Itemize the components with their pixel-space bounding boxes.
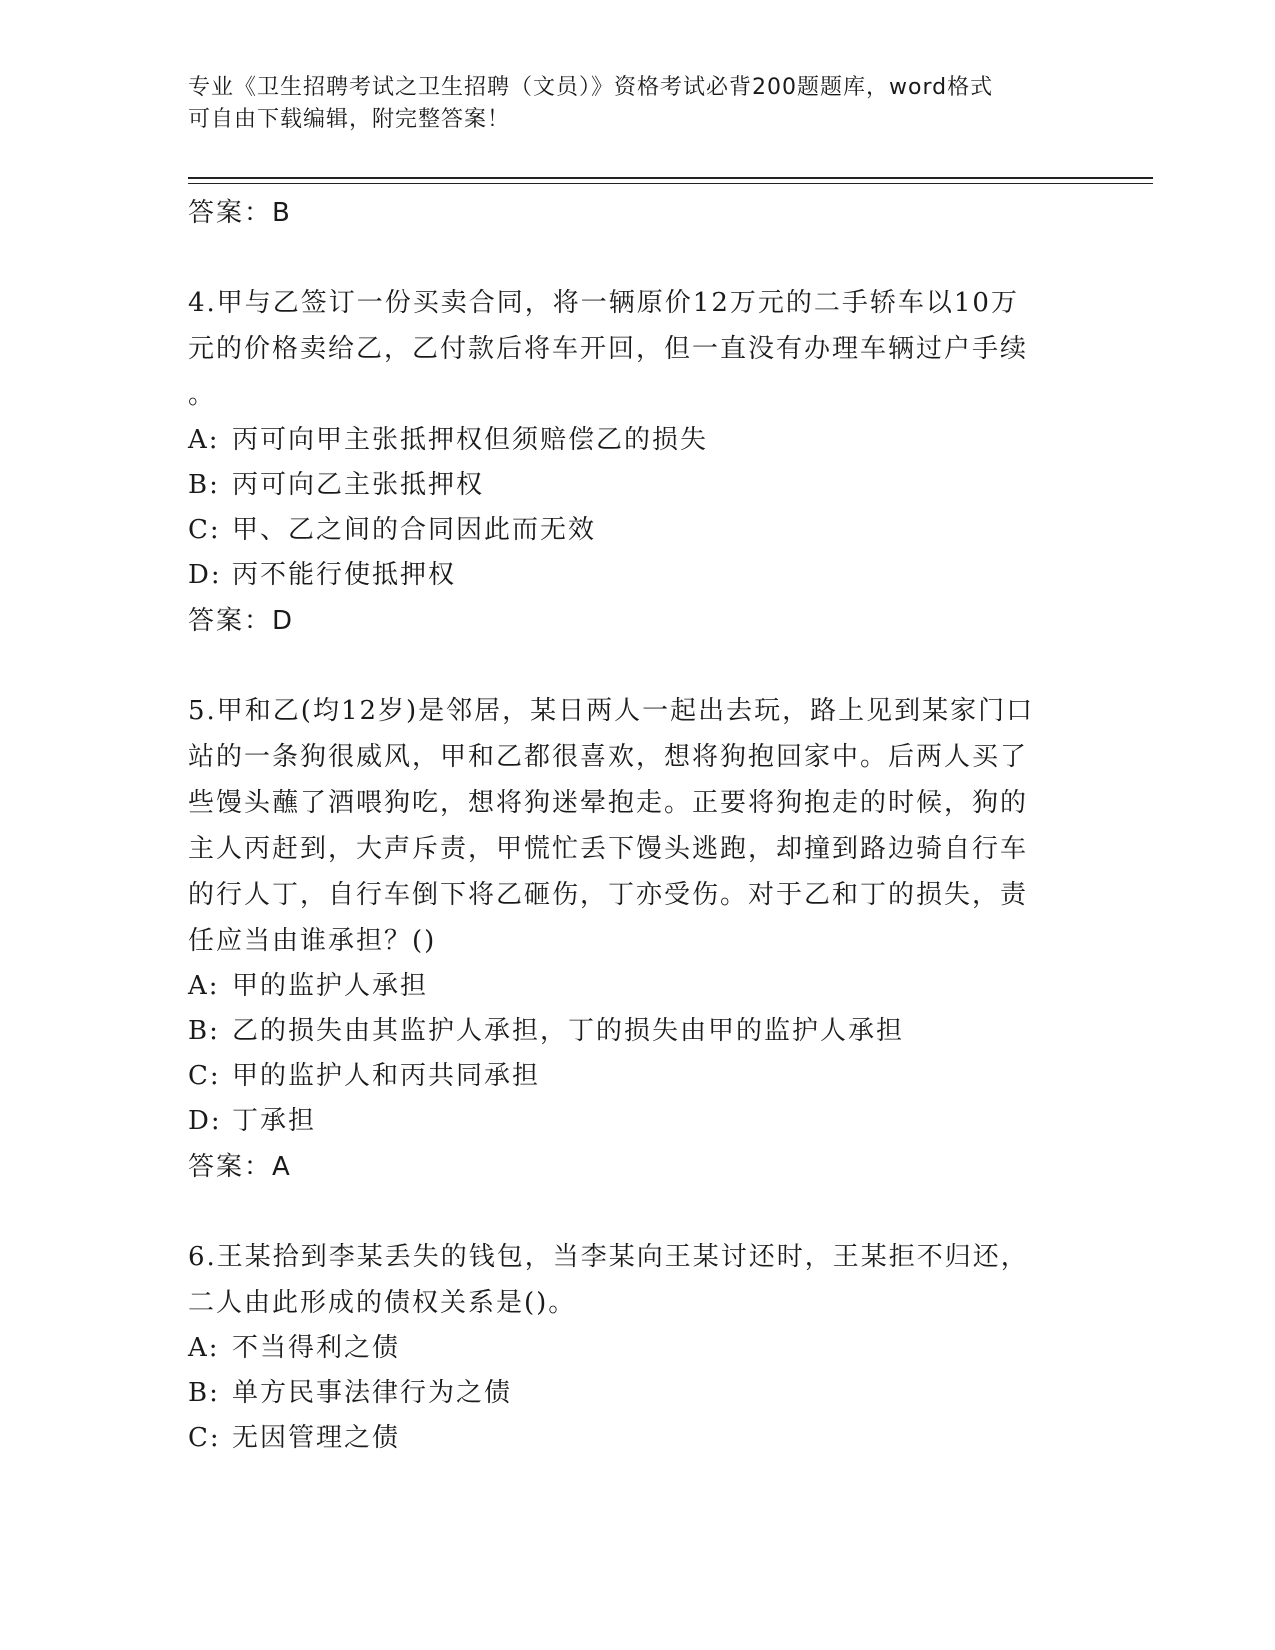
option-letter: D:: [188, 560, 222, 590]
header-line-1: 专业《卫生招聘考试之卫生招聘（文员）》资格考试必背200题题库，word格式: [188, 75, 994, 100]
option-b: [188, 1009, 1068, 1054]
option-letter: C:: [188, 515, 221, 545]
stem-line: 6.王某拾到李某丢失的钱包，当李某向王某讨还时，王某拒不归还，: [188, 1242, 1029, 1272]
option-b: [188, 1371, 1068, 1416]
question-block: [188, 280, 1068, 644]
option-text: 丙可向甲主张抵押权但须赔偿乙的损失: [232, 425, 709, 455]
option-text: 甲的监护人承担: [232, 971, 429, 1001]
spacer: [188, 236, 1068, 280]
option-d: [188, 553, 1068, 598]
option-letter: B:: [188, 470, 220, 500]
stem-line: 主人丙赶到，大声斥责，甲慌忙丢下馒头逃跑，却撞到路边骑自行车: [188, 834, 1029, 864]
option-text: 丙不能行使抵押权: [232, 560, 457, 590]
stem-line: 些馒头蘸了酒喂狗吃，想将狗迷晕抱走。正要将狗抱走的时候，狗的: [188, 788, 1029, 818]
header-divider-thick: [188, 177, 1153, 179]
option-text: 单方民事法律行为之债: [232, 1378, 513, 1408]
option-letter: A:: [188, 1333, 220, 1363]
option-text: 乙的损失由其监护人承担，丁的损失由甲的监护人承担: [232, 1016, 905, 1046]
spacer: [188, 644, 1068, 688]
option-letter: A:: [188, 971, 220, 1001]
question-stem: [188, 1234, 1068, 1326]
option-a: [188, 418, 1068, 463]
option-b: [188, 463, 1068, 508]
option-text: 甲的监护人和丙共同承担: [232, 1061, 541, 1091]
header-line-2: 可自由下载编辑，附完整答案！: [188, 107, 511, 132]
answer-label: 答案：A: [188, 1152, 292, 1182]
option-c: [188, 1416, 1068, 1461]
option-c: [188, 508, 1068, 553]
stem-line: 4.甲与乙签订一份买卖合同，将一辆原价12万元的二手轿车以10万: [188, 288, 1019, 318]
question-stem: [188, 688, 1068, 964]
option-letter: C:: [188, 1423, 221, 1453]
option-letter: A:: [188, 425, 220, 455]
option-letter: B:: [188, 1016, 220, 1046]
option-a: [188, 1326, 1068, 1371]
stem-line: 元的价格卖给乙，乙付款后将车开回，但一直没有办理车辆过户手续: [188, 334, 1029, 364]
option-c: [188, 1054, 1068, 1099]
option-letter: B:: [188, 1378, 220, 1408]
option-text: 不当得利之债: [232, 1333, 401, 1363]
option-a: [188, 964, 1068, 1009]
stem-line: 站的一条狗很威风，甲和乙都很喜欢，想将狗抱回家中。后两人买了: [188, 742, 1029, 772]
stem-line: 的行人丁，自行车倒下将乙砸伤，丁亦受伤。对于乙和丁的损失，责: [188, 880, 1029, 910]
document-header: [188, 72, 1068, 136]
stem-line: 5.甲和乙(均12岁)是邻居，某日两人一起出去玩，路上见到某家门口: [188, 696, 1035, 726]
option-text: 丁承担: [232, 1106, 317, 1136]
option-d: [188, 1099, 1068, 1144]
option-text: 丙可向乙主张抵押权: [232, 470, 485, 500]
stem-line: 任应当由谁承担？(): [188, 926, 437, 956]
question-stem: [188, 280, 1068, 418]
option-letter: D:: [188, 1106, 222, 1136]
option-text: 甲、乙之间的合同因此而无效: [232, 515, 597, 545]
stem-line: 。: [188, 380, 217, 410]
option-letter: C:: [188, 1061, 221, 1091]
question-block: [188, 688, 1068, 1190]
question-block: [188, 1234, 1068, 1461]
answer-label: 答案：D: [188, 606, 295, 636]
question-content: [188, 190, 1068, 1461]
option-text: 无因管理之债: [232, 1423, 401, 1453]
answer-label: 答案：B: [188, 198, 292, 228]
stem-line: 二人由此形成的债权关系是()。: [188, 1288, 577, 1318]
header-divider-thin: [188, 183, 1153, 184]
spacer: [188, 1190, 1068, 1234]
